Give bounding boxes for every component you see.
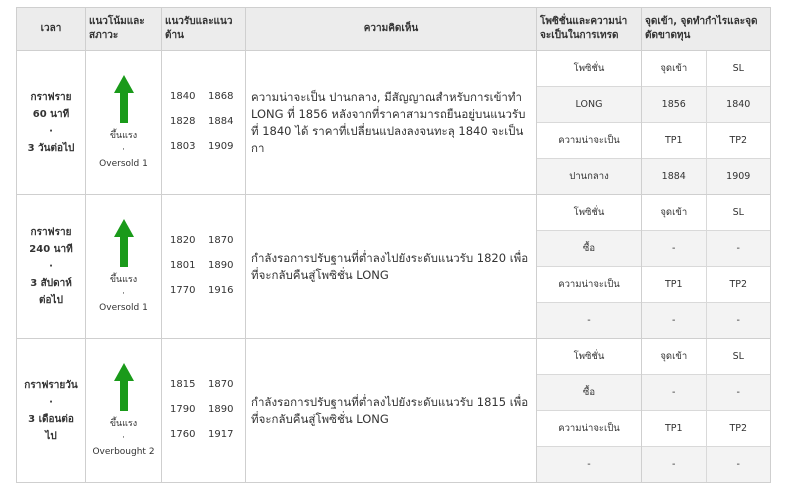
support-resistance-cell — [162, 339, 246, 483]
timeframe-line: กราฟราย — [30, 91, 72, 103]
resistance-level: 1870 — [208, 379, 234, 390]
timeframe-cell — [17, 339, 86, 483]
sl-value: - — [706, 375, 770, 411]
support-level: 1815 — [170, 379, 196, 390]
resistance-level: 1890 — [208, 260, 234, 271]
resistance-level: 1884 — [208, 116, 234, 127]
entry-label: จุดเข้า — [642, 195, 706, 231]
support-level: 1760 — [170, 429, 196, 440]
sr-level-row — [170, 115, 237, 129]
resistance-level: 1909 — [208, 141, 234, 152]
header-time: เวลา — [17, 8, 86, 51]
sl-label: SL — [706, 51, 770, 87]
opinion-cell: กำลังรอการปรับฐานที่ต่ำลงไปยังระดับแนวรับ 1815 เพื่อที่จะกลับคืนสู่โพซิชั่น LONG — [246, 339, 537, 483]
header-support-resistance: แนวรับและแนวต้าน — [162, 8, 246, 51]
timeframe-line: · — [49, 396, 53, 408]
support-resistance-cell — [162, 195, 246, 339]
timeframe-line: 60 นาที — [32, 108, 70, 120]
condition-label: Overbought 2 — [92, 446, 155, 457]
resistance-level: 1870 — [208, 235, 234, 246]
probability-label: ความน่าจะเป็น — [537, 267, 641, 303]
header-points: จุดเข้า, จุดทำกำไรและจุดตัดขาดทุน — [642, 8, 771, 51]
sr-level-row — [170, 234, 237, 248]
entry-value: - — [642, 375, 706, 411]
tp2-label: TP2 — [706, 267, 770, 303]
position-cell — [537, 195, 642, 339]
timeframe-line: 240 นาที — [29, 244, 73, 255]
trend-label: ขึ้นแรง — [109, 274, 138, 285]
entry-label: จุดเข้า — [642, 51, 706, 87]
header-row — [17, 8, 771, 51]
tp1-value: 1884 — [642, 159, 706, 195]
points-cell — [642, 51, 771, 195]
sr-level-row — [170, 378, 237, 392]
position-value: ซื้อ — [537, 375, 641, 411]
tp1-value: - — [642, 303, 706, 339]
tp2-label: TP2 — [706, 411, 770, 447]
condition-label: Oversold 1 — [99, 302, 148, 313]
timeframe-line: 3 สัปดาห์ — [30, 278, 72, 289]
resistance-level: 1868 — [208, 91, 234, 102]
probability-label: ความน่าจะเป็น — [537, 411, 641, 447]
entry-value: - — [642, 231, 706, 267]
arrow-up-icon — [114, 75, 134, 123]
analysis-table — [16, 7, 771, 483]
sl-value: - — [706, 231, 770, 267]
sl-value: 1840 — [706, 87, 770, 123]
position-cell — [537, 339, 642, 483]
header-position: โพซิชั่นและความน่าจะเป็นในการเทรด — [537, 8, 642, 51]
position-value: ซื้อ — [537, 231, 641, 267]
entry-value: 1856 — [642, 87, 706, 123]
probability-value: - — [537, 303, 641, 339]
position-label: โพซิชั่น — [537, 195, 641, 231]
sr-level-row — [170, 259, 237, 273]
sl-label: SL — [706, 195, 770, 231]
sr-level-row — [170, 428, 237, 442]
analysis-table-wrapper — [16, 7, 771, 483]
table-row — [17, 339, 771, 483]
arrow-up-icon — [114, 219, 134, 267]
tp1-value: - — [642, 447, 706, 483]
timeframe-line: ต่อไป — [39, 295, 63, 306]
trend-label: ขึ้นแรง — [109, 418, 138, 429]
trend-cell — [86, 51, 162, 195]
tp2-value: 1909 — [706, 159, 770, 195]
trend-label: ขึ้นแรง — [109, 130, 138, 141]
sr-level-row — [170, 403, 237, 417]
dot-separator: · — [122, 288, 125, 299]
probability-value: ปานกลาง — [537, 159, 641, 195]
probability-value: - — [537, 447, 641, 483]
trend-cell — [86, 339, 162, 483]
sr-level-row — [170, 284, 237, 298]
opinion-cell: กำลังรอการปรับฐานที่ต่ำลงไปยังระดับแนวรับ 1820 เพื่อที่จะกลับคืนสู่โพซิชั่น LONG — [246, 195, 537, 339]
support-level: 1820 — [170, 235, 196, 246]
position-value: LONG — [537, 87, 641, 123]
timeframe-line: · — [49, 125, 53, 137]
probability-label: ความน่าจะเป็น — [537, 123, 641, 159]
timeframe-cell — [17, 195, 86, 339]
support-level: 1840 — [170, 91, 196, 102]
resistance-level: 1916 — [208, 285, 234, 296]
header-opinion: ความคิดเห็น — [246, 8, 537, 51]
timeframe-cell — [17, 51, 86, 195]
dot-separator: · — [122, 432, 125, 443]
sr-level-row — [170, 90, 237, 104]
tp2-value: - — [706, 303, 770, 339]
support-level: 1828 — [170, 116, 196, 127]
tp2-label: TP2 — [706, 123, 770, 159]
timeframe-line: กราฟราย — [30, 227, 72, 238]
timeframe-line: · — [49, 261, 53, 272]
position-label: โพซิชั่น — [537, 51, 641, 87]
sr-level-row — [170, 140, 237, 154]
points-cell — [642, 195, 771, 339]
opinion-cell: ความน่าจะเป็น ปานกลาง, มีสัญญาณสำหรับการเข้าทำ LONG ที่ 1856 หลังจากที่ราคาสามารถยืนอยู่บนแนวรับที่ 1840 ได้ ราคาที่เปลี่ยนแปลงลงจนทะลุ 1840 จะเป็นกา — [246, 51, 537, 195]
resistance-level: 1917 — [208, 429, 234, 440]
tp1-label: TP1 — [642, 411, 706, 447]
tp1-label: TP1 — [642, 123, 706, 159]
support-level: 1801 — [170, 260, 196, 271]
timeframe-line: 3 วันต่อไป — [27, 142, 75, 154]
table-row — [17, 195, 771, 339]
position-cell — [537, 51, 642, 195]
tp1-label: TP1 — [642, 267, 706, 303]
arrow-up-icon — [114, 363, 134, 411]
entry-label: จุดเข้า — [642, 339, 706, 375]
support-resistance-cell — [162, 51, 246, 195]
support-level: 1770 — [170, 285, 196, 296]
support-level: 1803 — [170, 141, 196, 152]
support-level: 1790 — [170, 404, 196, 415]
header-trend: แนวโน้มและสภาวะ — [86, 8, 162, 51]
timeframe-line: ไป — [45, 430, 57, 442]
dot-separator: · — [122, 144, 125, 155]
tp2-value: - — [706, 447, 770, 483]
trend-cell — [86, 195, 162, 339]
timeframe-line: กราฟรายวัน — [24, 379, 78, 391]
table-row — [17, 51, 771, 195]
points-cell — [642, 339, 771, 483]
condition-label: Oversold 1 — [99, 158, 148, 169]
timeframe-line: 3 เดือนต่อ — [28, 413, 74, 425]
position-label: โพซิชั่น — [537, 339, 641, 375]
sl-label: SL — [706, 339, 770, 375]
resistance-level: 1890 — [208, 404, 234, 415]
